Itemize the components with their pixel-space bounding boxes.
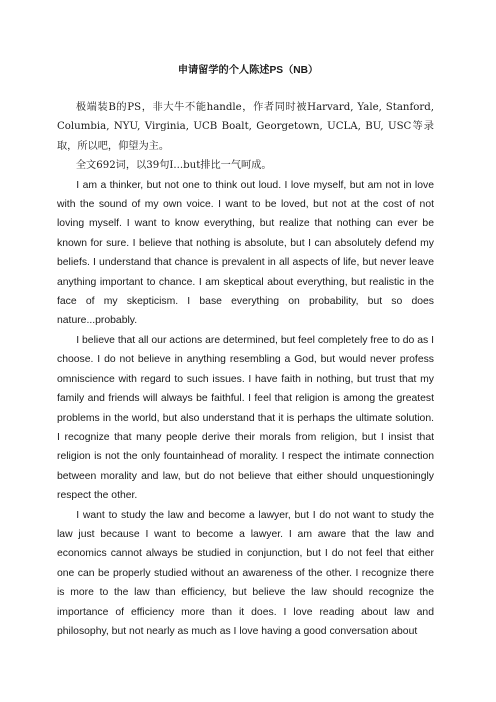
body-paragraph-2: I believe that all our actions are determined, but feel completely free to do as I choose. I do not believe in anything resembling a God, but would never profess omniscience with regard to such issues. I have faith in nothing, but trust that my family and friends will always be faithful. I feel that religion is among the greatest problems in the world, but also understand that it is perhaps the ultimate solution. I recognize that many people derive their morals from religion, but I insist that religion is not the only fountainhead of morality. I respect the intimate connection between morality and law, but do not believe that either should unquestioningly respect the other. [57,334,434,502]
word-count-note: 全文692词，以39句I...but排比一气呵成。 [75,160,272,172]
body-paragraph-3: I want to study the law and become a lawyer, but I do not want to study the law just because I want to become a lawyer. I am aware that the law and economics cannot always be studied in conjunction, but I do not feel that either one can be properly studied without an awareness of the other. I recognize there is more to the law than efficiency, but believe the law should recognize the importance of efficiency more than it does. I love reading about law and philosophy, but not nearly as much as I love having a good conversation about [57,509,434,637]
body-paragraph-1: I am a thinker, but not one to think out loud. I love myself, but am not in love with the sound of my own voice. I want to be loved, but not at the cost of not loving myself. I want to know everything, but realize that nothing can ever be known for sure. I believe that nothing is absolute, but I can absolutely defend my beliefs. I understand that chance is prevalent in all aspects of life, but never leave anything important to chance. I am skeptical about everything, but realistic in the face of my skepticism. I base everything on probability, but so does nature...probably. [57,179,434,327]
document-title: 申请留学的个人陈述PS（NB） [177,65,319,76]
intro-paragraph: 极端装B的PS，非大牛不能handle，作者同时被Harvard, Yale, Stanford, Columbia, NYU, Virginia, UCB Boalt, Georgetown, UCLA, BU, USC等录取，所以吧，仰望为主。 [57,102,434,152]
